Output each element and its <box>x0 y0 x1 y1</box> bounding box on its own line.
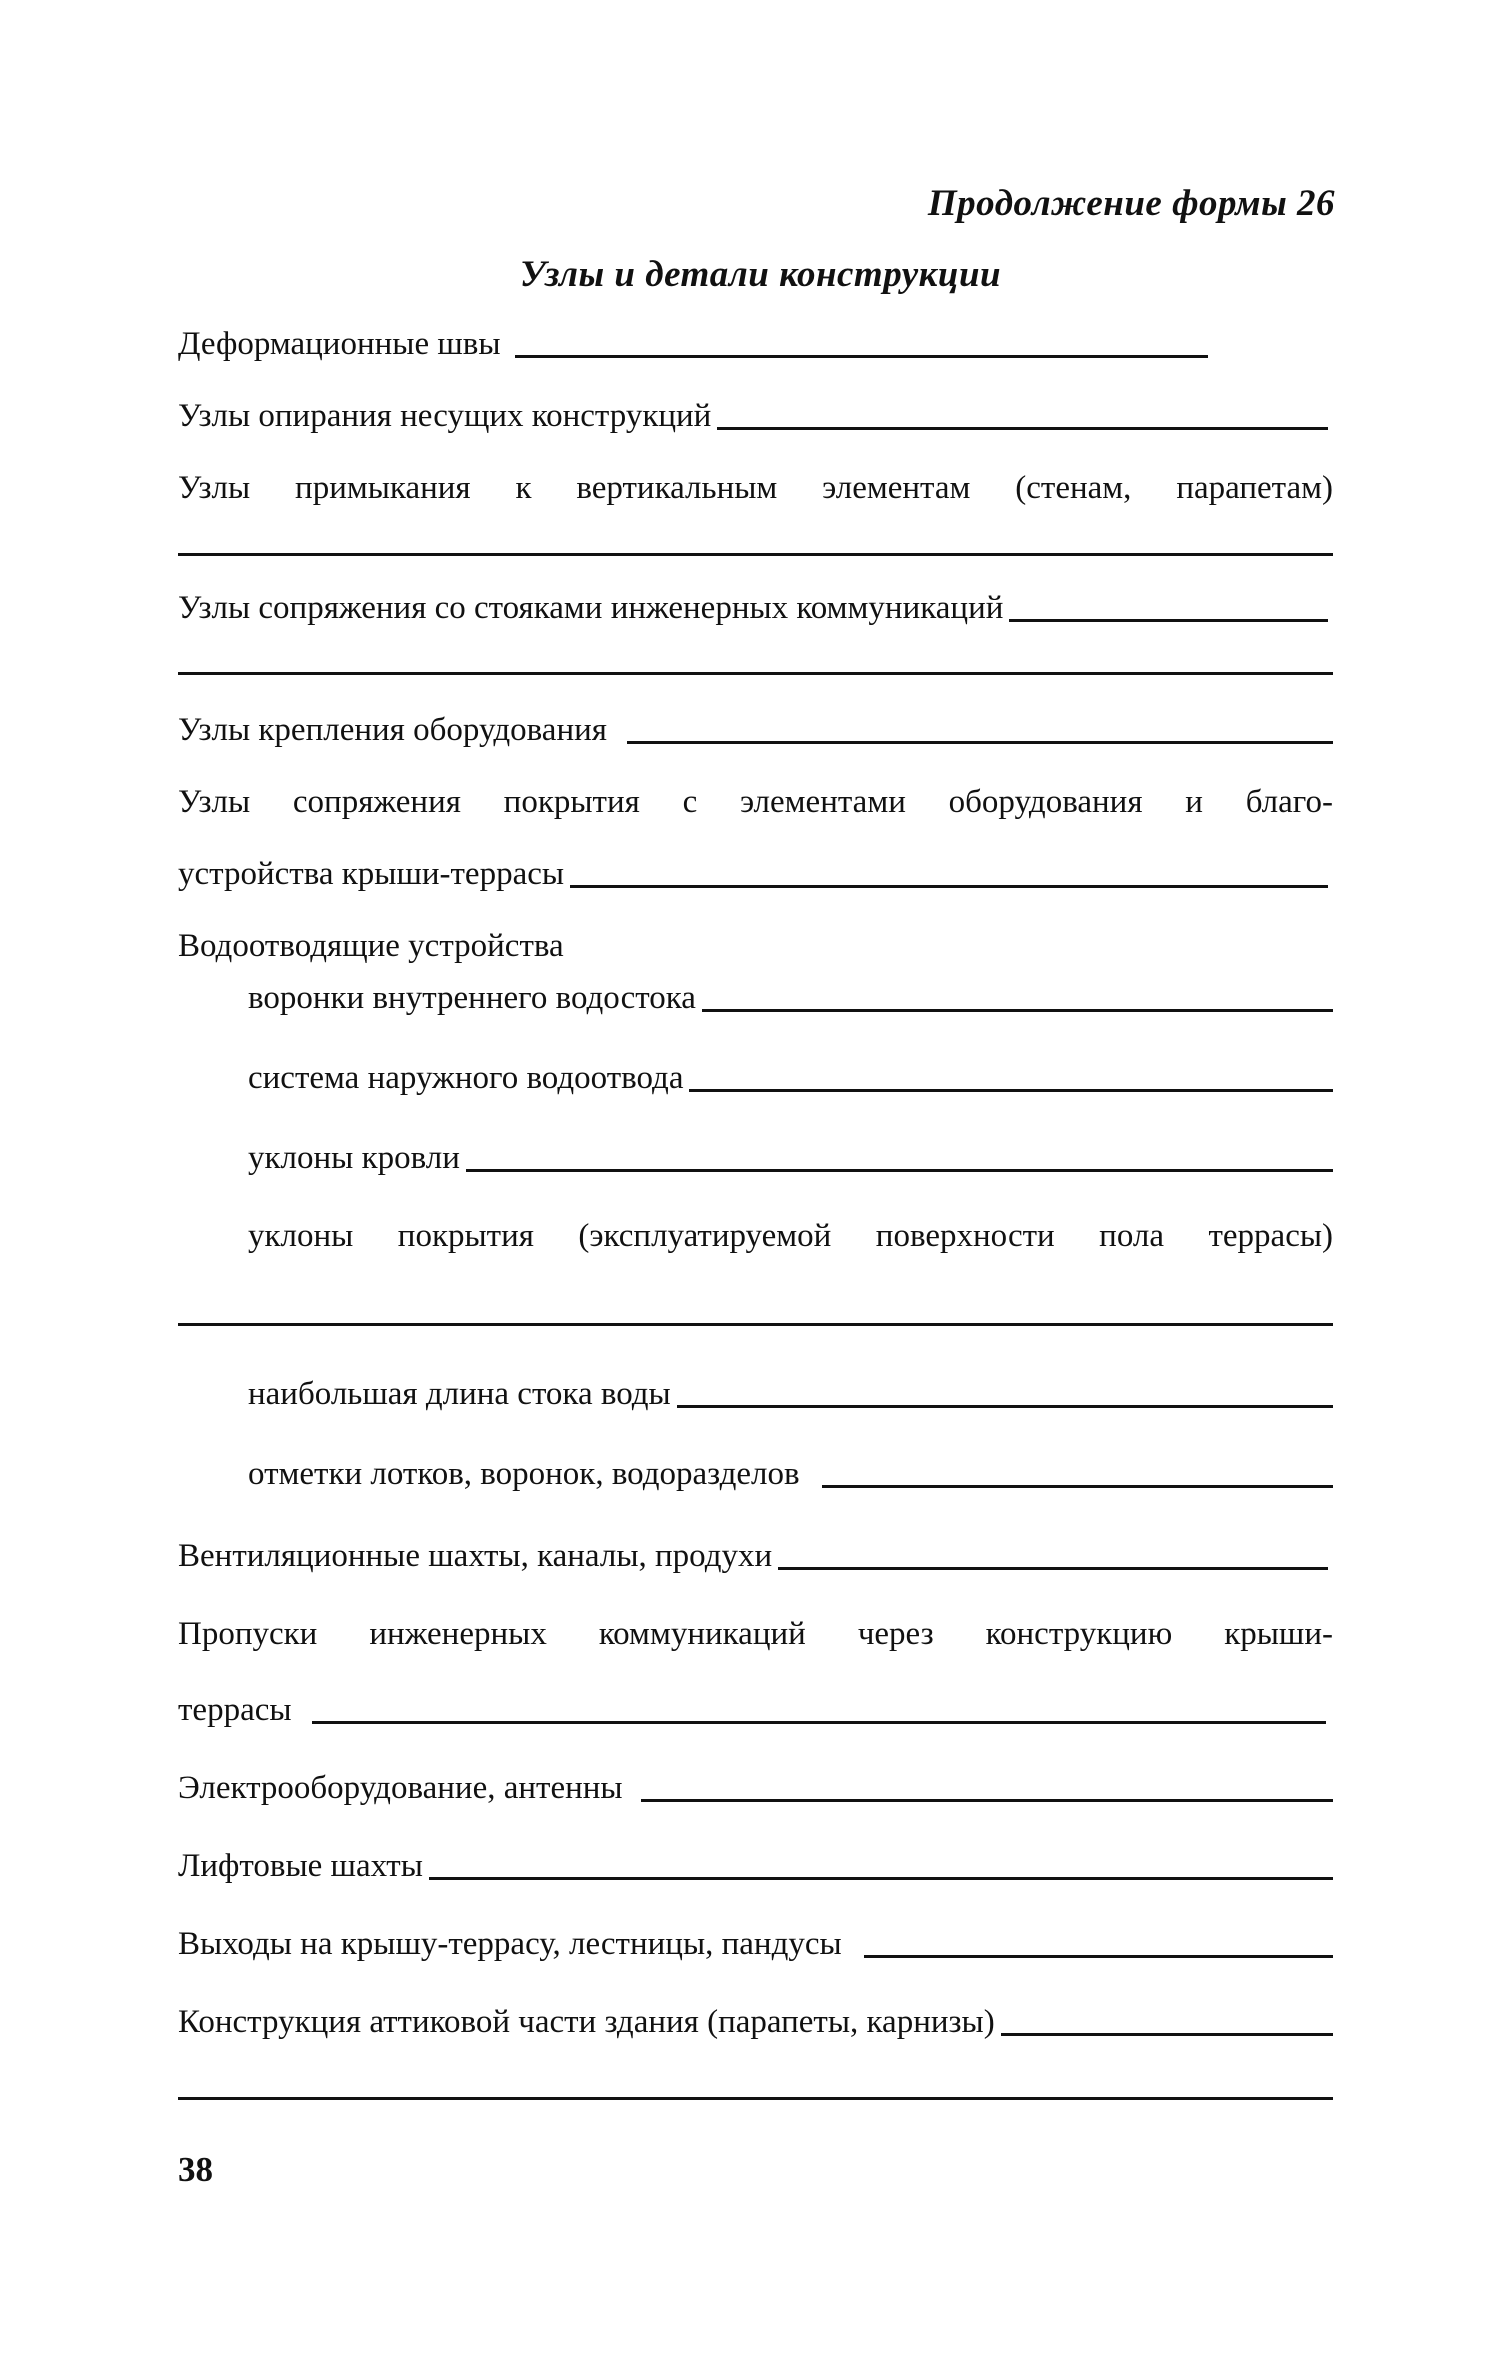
field-elevator-shafts <box>178 1850 1333 1883</box>
field-ventilation <box>178 1540 1328 1573</box>
fill-in-line[interactable] <box>702 1009 1333 1012</box>
field-label: Узлы опирания несущих конструкций <box>178 398 712 434</box>
field-passages <box>178 1618 1333 1651</box>
field-label: Деформационные швы <box>178 326 501 362</box>
fill-in-line[interactable] <box>717 427 1328 430</box>
field-electrical <box>178 1772 1333 1805</box>
field-label: устройства крыши-террасы <box>178 856 565 892</box>
field-passages-cont <box>178 1694 1326 1727</box>
drainage-heading: Водоотводящие устройства <box>178 928 564 964</box>
form-continuation-label: Продолжение формы 26 <box>927 183 1335 224</box>
fill-in-line-adjoining[interactable] <box>178 553 1333 556</box>
field-label: уклоны кровли <box>248 1140 460 1176</box>
fill-in-line[interactable] <box>822 1485 1333 1488</box>
field-label: наибольшая длина стока воды <box>248 1376 671 1412</box>
field-funnels <box>248 982 1333 1015</box>
fill-in-line[interactable] <box>515 355 1208 358</box>
field-label: Лифтовые шахты <box>178 1848 423 1884</box>
field-label: Конструкция аттиковой части здания (парапеты, карнизы) <box>178 2004 995 2040</box>
fill-in-line[interactable] <box>1001 2033 1333 2036</box>
field-covering-interface-cont <box>178 858 1328 891</box>
fill-in-line[interactable] <box>677 1405 1333 1408</box>
fill-in-line[interactable] <box>864 1955 1333 1958</box>
fill-in-line-covering-slopes[interactable] <box>178 1323 1333 1326</box>
field-adjoining-vertical <box>178 472 1333 505</box>
field-label: Узлы примыкания к вертикальным элементам (стенам, парапетам) <box>178 470 1333 506</box>
fill-in-line[interactable] <box>570 885 1328 888</box>
field-label: Электрооборудование, антенны <box>178 1770 623 1806</box>
field-label: Узлы сопряжения покрытия с элементами оборудования и благо- <box>178 784 1333 820</box>
field-label: Вентиляционные шахты, каналы, продухи <box>178 1538 773 1574</box>
field-label: отметки лотков, воронок, водоразделов <box>248 1456 800 1492</box>
field-covering-interface <box>178 786 1333 819</box>
field-equipment-fastening <box>178 714 1333 747</box>
field-label: террасы <box>178 1692 292 1728</box>
field-external-drainage <box>248 1062 1333 1095</box>
field-label: система наружного водоотвода <box>248 1060 684 1096</box>
fill-in-line-risers[interactable] <box>178 672 1333 675</box>
fill-in-line[interactable] <box>778 1567 1328 1570</box>
fill-in-line[interactable] <box>641 1799 1333 1802</box>
field-attic <box>178 2006 1333 2039</box>
field-label: уклоны покрытия (эксплуатируемой поверхности пола террасы) <box>248 1218 1333 1254</box>
field-elevations <box>248 1458 1333 1491</box>
fill-in-line[interactable] <box>312 1721 1326 1724</box>
page-number: 38 <box>178 2150 213 2189</box>
field-covering-slopes <box>248 1220 1333 1253</box>
fill-in-line[interactable] <box>429 1877 1333 1880</box>
field-deformation-joints <box>178 328 1208 361</box>
field-label: Выходы на крышу-террасу, лестницы, пандусы <box>178 1926 842 1962</box>
fill-in-line[interactable] <box>627 741 1333 744</box>
fill-in-line[interactable] <box>689 1089 1333 1092</box>
field-label: воронки внутреннего водостока <box>248 980 696 1016</box>
field-label: Узлы крепления оборудования <box>178 712 607 748</box>
fill-in-line[interactable] <box>466 1169 1333 1172</box>
field-roof-slopes <box>248 1142 1333 1175</box>
fill-in-line-attic[interactable] <box>178 2097 1333 2100</box>
field-support-nodes <box>178 400 1328 433</box>
field-label: Пропуски инженерных коммуникаций через конструкцию крыши- <box>178 1616 1333 1652</box>
field-max-flow-length <box>248 1378 1333 1411</box>
field-exits <box>178 1928 1333 1961</box>
section-title: Узлы и детали конструкции <box>519 254 1002 295</box>
field-risers-interface <box>178 592 1328 625</box>
fill-in-line[interactable] <box>1009 619 1328 622</box>
field-label: Узлы сопряжения со стояками инженерных коммуникаций <box>178 590 1004 626</box>
